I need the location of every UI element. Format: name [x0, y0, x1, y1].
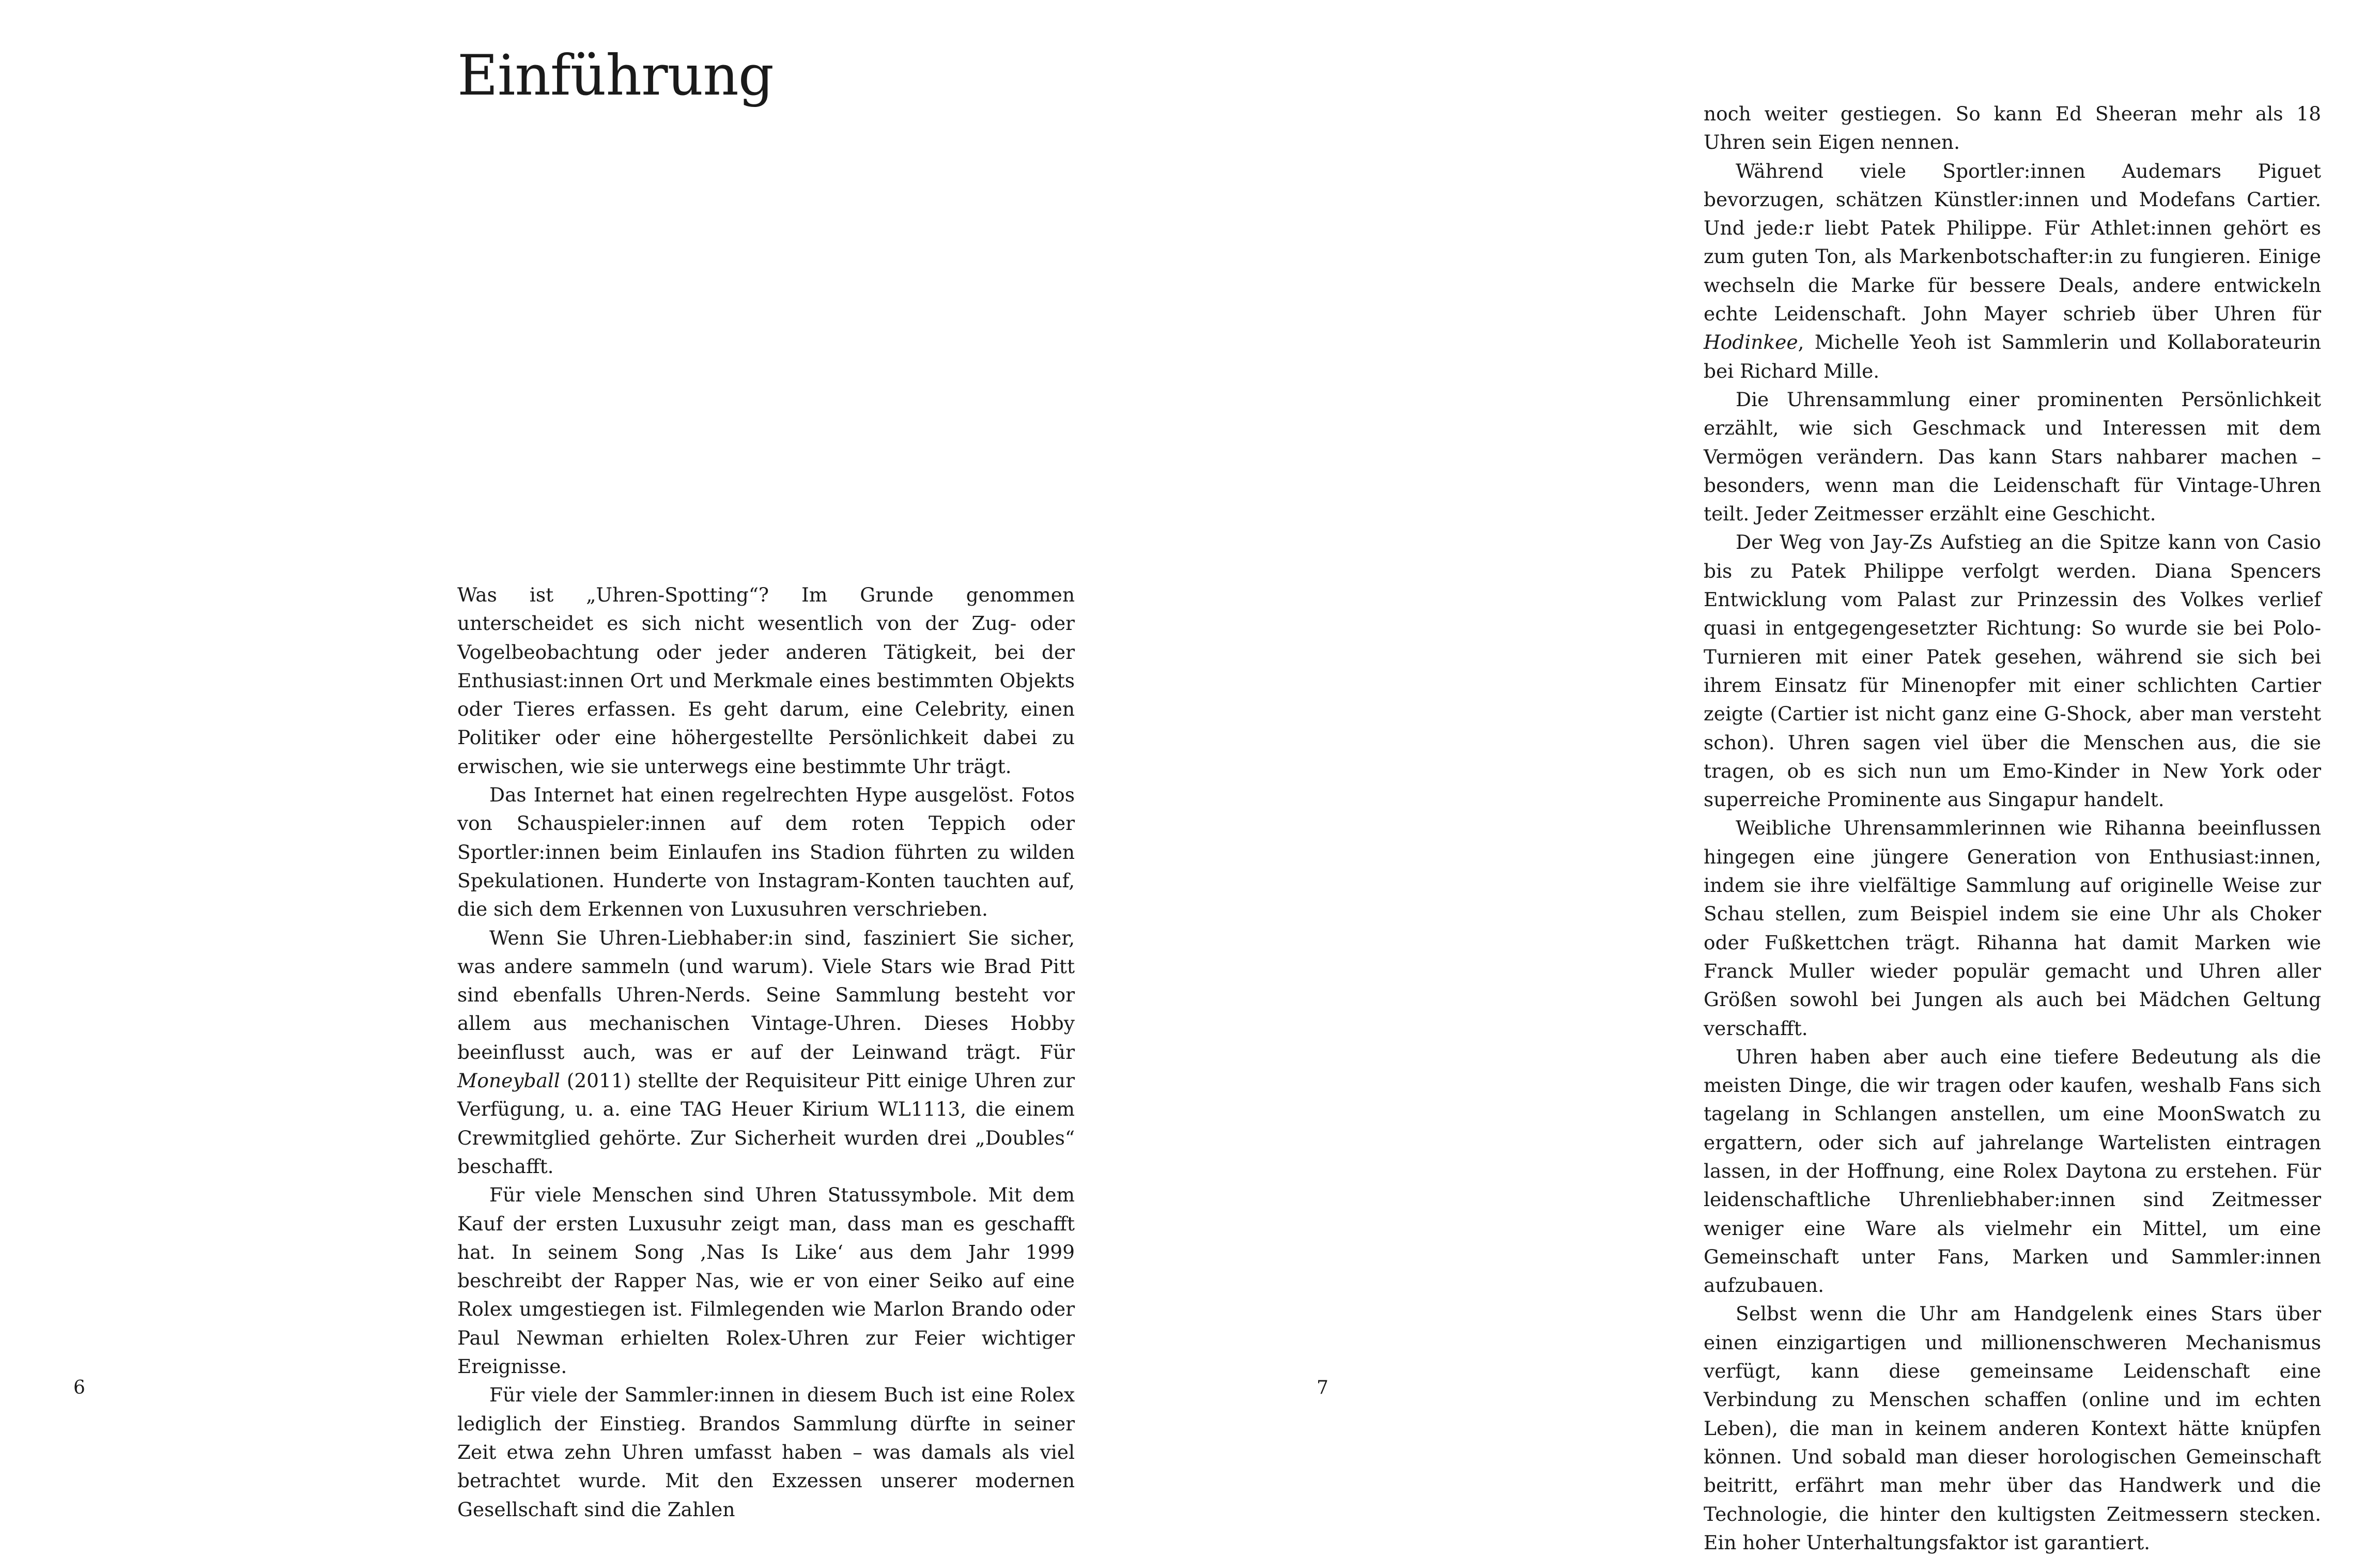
- page-number-right: 7: [1317, 1377, 1328, 1398]
- paragraph: Was ist „Uhren-Spotting“? Im Grunde genommen unterscheidet es sich nicht wesentlich von der Zug- oder Vogelbeobachtung oder jeder anderen Tätigkeit, bei der Enthusiast:innen Ort und Merkmale eines bestimmten Objekts oder Tieres erfassen. Es geht darum, eine Celebrity, einen Politiker oder eine höhergestellte Persönlichkeit dabei zu erwischen, wie sie unterwegs eine bestimmte Uhr trägt.: [457, 583, 1075, 778]
- right-text-column: [1704, 100, 2321, 1557]
- page-number-left: 6: [73, 1377, 85, 1398]
- paragraph: Die Uhrensammlung einer prominenten Persönlichkeit erzählt, wie sich Geschmack und Interessen mit dem Vermögen verändern. Das kann Stars nahbarer machen – besonders, wenn man die Leidenschaft für Vintage-Uhren teilt. Jeder Zeitmesser erzählt eine Geschicht.: [1704, 388, 2321, 526]
- paragraph: Selbst wenn die Uhr am Handgelenk eines Stars über einen einzigartigen und millionenschweren Mechanismus verfügt, kann diese gemeinsame Leidenschaft eine Verbindung zu Menschen schaffen (online und im echten Leben), die man in keinem anderen Kontext hätte knüpfen können. Und sobald man dieser horologischen Gemeinschaft beitritt, erfährt man mehr über das Handwerk und die Technologie, die hinter den kultigsten Zeitmessern stecken. Ein hoher Unterhaltungsfaktor ist garantiert.: [1704, 1302, 2321, 1554]
- publication-title: Hodinkee: [1704, 331, 1798, 354]
- paragraph: Für viele Menschen sind Uhren Statussymbole. Mit dem Kauf der ersten Luxusuhr zeigt man, dass man es geschafft hat. In seinem Song ‚Nas Is Like‘ aus dem Jahr 1999 beschreibt der Rapper Nas, wie er von einer Seiko auf eine Rolex umgestiegen ist. Filmlegenden wie Marlon Brando oder Paul Newman erhielten Rolex-Uhren zur Feier wichtiger Ereignisse.: [457, 1183, 1075, 1378]
- paragraph: [457, 924, 1075, 1181]
- paragraph: Weibliche Uhrensammlerinnen wie Rihanna beeinflussen hingegen eine jüngere Generation von Enthusiast:innen, indem sie ihre vielfältige Sammlung auf originelle Weise zur Schau stellen, zum Beispiel indem sie eine Uhr als Choker oder Fußkettchen trägt. Rihanna hat damit Marken wie Franck Muller wieder populär gemacht und Uhren aller Größen sowohl bei Jungen als auch bei Mädchen Geltung verschafft.: [1704, 816, 2321, 1040]
- left-text-column: [457, 581, 1075, 1524]
- paragraph-text: Während viele Sportler:innen Audemars Piguet bevorzugen, schätzen Künstler:innen und Modefans Cartier. Und jede:r liebt Patek Philippe. Für Athlet:innen gehört es zum guten Ton, als Markenbotschafter:in zu fungieren. Einige wechseln die Marke für bessere Deals, andere entwickeln echte Leidenschaft. John Mayer schrieb über Uhren für: [1704, 159, 2321, 326]
- paragraph-text: , Michelle Yeoh ist Sammlerin und Kollaborateurin bei Richard Mille.: [1704, 331, 2321, 382]
- paragraph-text: Wenn Sie Uhren-Liebhaber:in sind, fasziniert Sie sicher, was andere sammeln (und warum). Viele Stars wie Brad Pitt sind ebenfalls Uhren-Nerds. Seine Sammlung besteht vor allem aus mechanischen Vintage-Uhren. Dieses Hobby beeinflusst auch, was er auf der Leinwand trägt. Für: [457, 926, 1075, 1063]
- chapter-title: Einführung: [457, 43, 774, 108]
- paragraph-text: (2011) stellte der Requisiteur Pitt einige Uhren zur Verfügung, u. a. eine TAG Heuer Kirium WL1113, die einem Crewmitglied gehörte. Zur Sicherheit wurden drei „Doubles“ beschafft.: [457, 1069, 1075, 1178]
- paragraph: Uhren haben aber auch eine tiefere Bedeutung als die meisten Dinge, die wir tragen oder kaufen, weshalb Fans sich tagelang in Schlangen anstellen, um eine MoonSwatch zu ergattern, oder sich auf jahrelange Wartelisten eintragen lassen, in der Hoffnung, eine Rolex Daytona zu erstehen. Für leidenschaftliche Uhrenliebhaber:innen sind Zeitmesser weniger eine Ware als vielmehr ein Mittel, um eine Gemeinschaft unter Fans, Marken und Sammler:innen aufzubauen.: [1704, 1045, 2321, 1297]
- paragraph: Für viele der Sammler:innen in diesem Buch ist eine Rolex lediglich der Einstieg. Brandos Sammlung dürfte in seiner Zeit etwa zehn Uhren umfasst haben – was damals als viel betrachtet wurde. Mit den Exzessen unserer modernen Gesellschaft sind die Zahlen: [457, 1383, 1075, 1521]
- paragraph: Das Internet hat einen regelrechten Hype ausgelöst. Fotos von Schauspieler:innen auf dem roten Teppich oder Sportler:innen beim Einlaufen ins Stadion führten zu wilden Spekulationen. Hunderte von Instagram-Konten tauchten auf, die sich dem Erkennen von Luxusuhren verschrieben.: [457, 783, 1075, 921]
- film-title: Moneyball: [457, 1069, 560, 1092]
- paragraph: noch weiter gestiegen. So kann Ed Sheeran mehr als 18 Uhren sein Eigen nennen.: [1704, 102, 2321, 154]
- paragraph: [1704, 157, 2321, 386]
- paragraph: Der Weg von Jay-Zs Aufstieg an die Spitze kann von Casio bis zu Patek Philippe verfolgt werden. Diana Spencers Entwicklung vom Palast zur Prinzessin des Volkes verlief quasi in entgegengesetzter Richtung: So wurde sie bei Polo-Turnieren mit einer Patek gesehen, während sie sich bei ihrem Einsatz für Minenopfer mit einer schlichten Cartier zeigte (Cartier ist nicht ganz eine G-Shock, aber man versteht schon). Uhren sagen viel über die Menschen aus, die sie tragen, ob es sich nun um Emo-Kinder in New York oder superreiche Prominente aus Singapur handelt.: [1704, 531, 2321, 811]
